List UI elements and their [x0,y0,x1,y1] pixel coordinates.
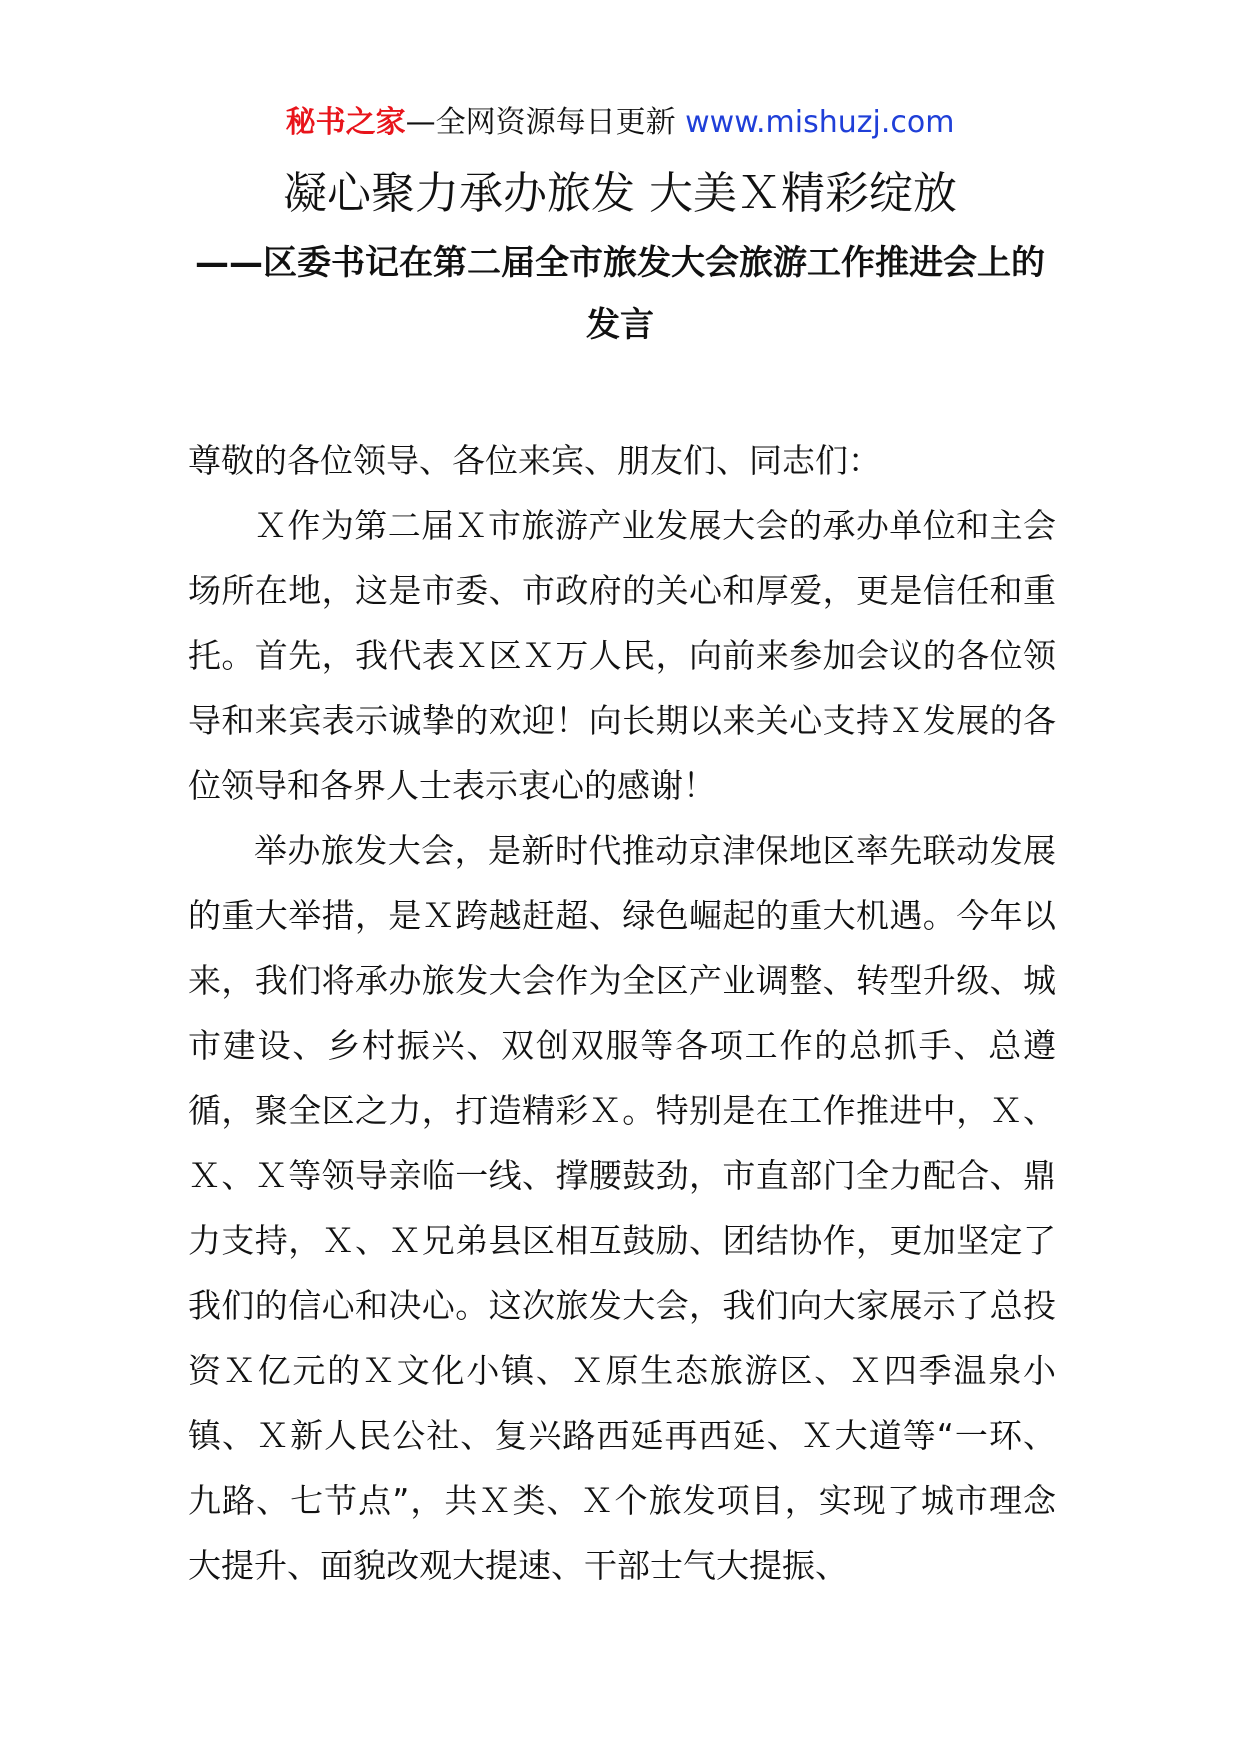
document-title: 凝心聚力承办旅发 大美Ｘ精彩绽放 [283,168,957,219]
watermark-header [0,102,1240,144]
document-subtitle: ——区委书记在第二届全市旅发大会旅游工作推进会上的发言 [195,243,1045,345]
paragraph-2: 举办旅发大会，是新时代推动京津保地区率先联动发展的重大举措，是Ｘ跨越赶超、绿色崛起的重大机遇。今年以来，我们将承办旅发大会作为全区产业调整、转型升级、城市建设、乡村振兴、双创双服等各项工作的总抓手、总遵循，聚全区之力，打造精彩Ｘ。特别是在工作推进中，Ｘ、Ｘ、Ｘ等领导亲临一线、撑腰鼓劲，市直部门全力配合、鼎力支持，Ｘ、Ｘ兄弟县区相互鼓励、团结协作，更加坚定了我们的信心和决心。这次旅发大会，我们向大家展示了总投资Ｘ亿元的Ｘ文化小镇、Ｘ原生态旅游区、Ｘ四季温泉小镇、Ｘ新人民公社、复兴路西延再西延、Ｘ大道等“一环、九路、七节点”，共Ｘ类、Ｘ个旅发项目，实现了城市理念大提升、面貌改观大提速、干部士气大提振、 [188,831,1056,1585]
salutation: 尊敬的各位领导、各位来宾、朋友们、同志们： [188,441,881,480]
paragraph-1: Ｘ作为第二届Ｘ市旅游产业发展大会的承办单位和主会场所在地，这是市委、市政府的关心和厚爱，更是信任和重托。首先，我代表Ｘ区Ｘ万人民，向前来参加会议的各位领导和来宾表示诚挚的欢迎！向长期以来关心支持Ｘ发展的各位领导和各界人士表示衷心的感谢！ [188,506,1057,805]
website-link[interactable]: www.mishuzj.com [685,105,955,140]
document-body [188,428,1056,1598]
header-tagline: —全网资源每日更新 [405,105,686,140]
brand-name: 秘书之家 [285,105,406,140]
